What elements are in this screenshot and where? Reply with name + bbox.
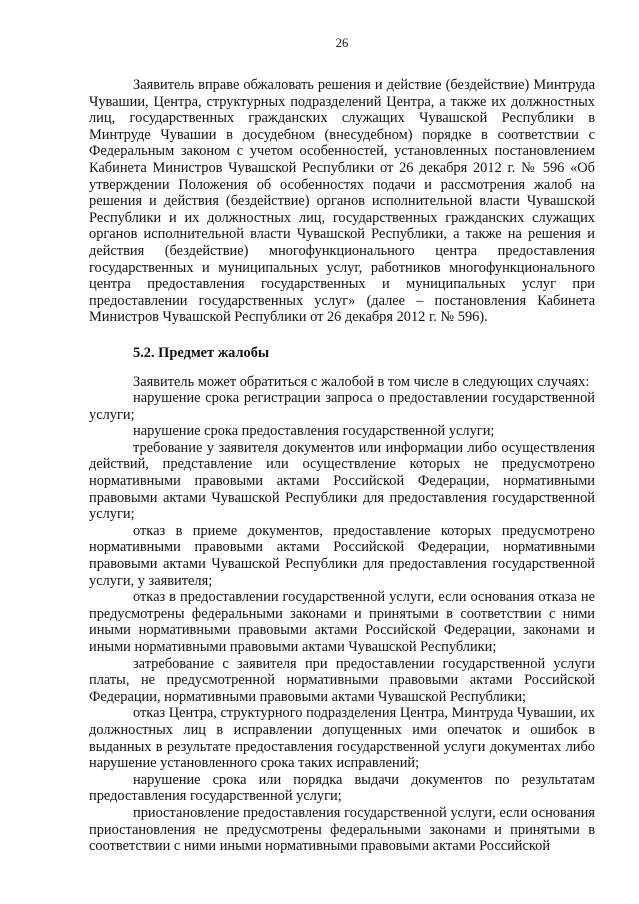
intro-paragraph: Заявитель вправе обжаловать решения и действие (бездействие) Минтруда Чувашии, Центра, структурных подразделений Центра, а также их должностных лиц, государственных гражданских служащих Чувашской Республики в Минтруде Чувашии в досудебном (внесудебном) порядке в соответствии с Федеральным законом с учетом особенностей, установленных постановлением Кабинета Министров Чувашской Республики от 26 декабря 2012 г. № 596 «Об утверждении Положения об особенностях подачи и рассмотрения жалоб на решения и действия (бездействие) органов исполнительной власти Чувашской Республики и их должностных лиц, государственных гражданских служащих органов исполнительной власти Чувашской Республики, а также на решения и действия (бездействие) многофункционального центра предоставления государственных и муниципальных услуг, работников многофункционального центра предоставления государственных и муниципальных услуг при предоставлении государственных услуг» (далее – постановления Кабинета Министров Чувашской Республики от 26 декабря 2012 г. № 596). <box>89 77 595 326</box>
body-paragraph: нарушение срока регистрации запроса о предоставлении государственной услуги; <box>89 390 595 423</box>
section-heading: 5.2. Предмет жалобы <box>133 344 270 361</box>
body-paragraph: нарушение срока предоставления государственной услуги; <box>133 423 495 440</box>
body-paragraph: отказ в приеме документов, предоставление которых предусмотрено нормативными правовыми актами Российской Федерации, нормативными правовыми актами Чувашской Республики для предоставления государственной услуги, у заявителя; <box>89 522 595 589</box>
page-number: 26 <box>335 36 349 50</box>
body-paragraph: Заявитель может обратиться с жалобой в том числе в следующих случаях: <box>133 373 590 390</box>
body-paragraph: отказ в предоставлении государственной услуги, если основания отказа не предусмотрены федеральными законами и принятыми в соответствии с ними иными нормативными правовыми актами Российской Федерации, законами и иными нормативными правовыми актами Чувашской Республики; <box>89 589 595 655</box>
body-paragraph: отказ Центра, структурного подразделения Центра, Минтруда Чувашии, их должностных лиц в исправлении допущенных ими опечаток и ошибок в выданных в результате предоставления государственной услуги документах либо нарушение установленного срока таких исправлений; <box>89 705 595 772</box>
body-paragraph: требование у заявителя документов или информации либо осуществления действий, представление или осуществление которых не предусмотрено нормативными правовыми актами Российской Федерации, нормативными правовыми актами Чувашской Республики для предоставления государственной услуги; <box>89 439 595 523</box>
body-paragraph: нарушение срока или порядка выдачи документов по результатам предоставления государственной услуги; <box>89 771 595 805</box>
body-paragraph: затребование с заявителя при предоставлении государственной услуги платы, не предусмотренной нормативными правовыми актами Российской Федерации, нормативными правовыми актами Чувашской Республики; <box>89 655 595 705</box>
body-paragraph: приостановление предоставления государственной услуги, если основания приостановления не предусмотрены федеральными законами и принятыми в соответствии с ними иными нормативными правовыми актами Российской <box>89 804 595 855</box>
